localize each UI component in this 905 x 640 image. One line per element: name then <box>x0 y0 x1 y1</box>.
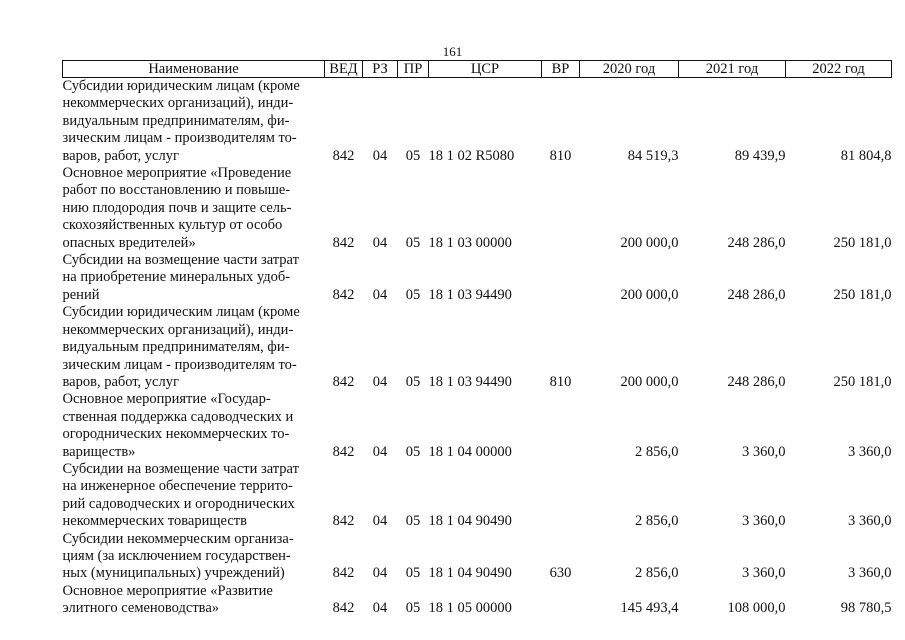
csr-cell: 18 1 03 94490 <box>428 286 512 303</box>
vr-cell <box>542 391 580 461</box>
row-name-line: некоммерческих организаций), инди- <box>62 321 294 338</box>
table-row <box>63 252 892 304</box>
amount-2021-cell: 248 286,0 <box>727 373 786 390</box>
amount-2021-cell: 3 360,0 <box>742 443 786 460</box>
row-name-line: варов, работ, услуг <box>62 373 179 390</box>
amount-2022-cell: 98 780,5 <box>840 600 892 617</box>
header-2021: 2021 год <box>679 61 786 78</box>
row-name-cell <box>63 531 325 583</box>
pr-cell: 05 <box>405 373 421 390</box>
ved-cell: 842 <box>332 286 355 303</box>
rz-cell: 04 <box>372 286 388 303</box>
pr-cell: 05 <box>405 600 421 617</box>
ved-cell: 842 <box>332 565 355 582</box>
amount-2021-cell: 3 360,0 <box>742 565 786 582</box>
vr-cell: 810 <box>549 147 572 164</box>
amount-2021-cell: 108 000,0 <box>727 600 786 617</box>
amount-2020-cell: 2 856,0 <box>635 565 679 582</box>
amount-2020-cell: 2 856,0 <box>635 443 679 460</box>
row-name-line: элитного семеноводства» <box>62 600 220 617</box>
row-name-line: ственная поддержка садоводческих и <box>62 408 294 425</box>
row-name-line: Субсидии на возмещение части затрат <box>62 460 299 477</box>
table-row <box>63 304 892 391</box>
row-name-line: на приобретение минеральных удоб- <box>62 269 291 286</box>
pr-cell: 05 <box>405 286 421 303</box>
amount-2021-cell: 248 286,0 <box>727 234 786 251</box>
amount-2020-cell: 200 000,0 <box>620 234 679 251</box>
ved-cell: 842 <box>332 513 355 530</box>
amount-2020-cell: 2 856,0 <box>635 513 679 530</box>
csr-cell: 18 1 04 90490 <box>428 513 512 530</box>
pr-cell: 05 <box>405 234 421 251</box>
row-name-cell <box>63 461 325 531</box>
ved-cell: 842 <box>332 147 355 164</box>
rz-cell: 04 <box>372 513 388 530</box>
row-name-line: Основное мероприятие «Проведение <box>62 165 292 182</box>
rz-cell: 04 <box>372 600 388 617</box>
table-row <box>63 78 892 166</box>
pr-cell: 05 <box>405 443 421 460</box>
vr-cell <box>542 252 580 304</box>
row-name-cell <box>63 583 325 618</box>
header-csr: ЦСР <box>429 61 542 78</box>
row-name-line: скохозяйственных культур от особо <box>62 217 283 234</box>
amount-2022-cell: 3 360,0 <box>848 443 892 460</box>
ved-cell: 842 <box>332 443 355 460</box>
row-name-line: Основное мероприятие «Государ- <box>62 391 271 408</box>
row-name-line: Субсидии некоммерческим организа- <box>62 530 294 547</box>
header-vr: ВР <box>542 61 580 78</box>
header-2020: 2020 год <box>580 61 679 78</box>
rz-cell: 04 <box>372 565 388 582</box>
row-name-line: некоммерческих товариществ <box>62 513 247 530</box>
row-name-line: рений <box>62 286 100 303</box>
row-name-line: нию плодородия почв и защите сель- <box>62 199 292 216</box>
table-row <box>63 461 892 531</box>
row-name-line: Субсидии на возмещение части затрат <box>62 252 299 269</box>
csr-cell: 18 1 05 00000 <box>428 600 512 617</box>
vr-cell <box>542 165 580 252</box>
ved-cell: 842 <box>332 373 355 390</box>
row-name-cell <box>63 252 325 304</box>
row-name-line: ных (муниципальных) учреждений) <box>62 565 285 582</box>
pr-cell: 05 <box>405 565 421 582</box>
row-name-cell <box>63 78 325 166</box>
vr-cell <box>542 583 580 618</box>
vr-cell <box>542 461 580 531</box>
rz-cell: 04 <box>372 147 388 164</box>
table-header-row <box>63 61 892 78</box>
amount-2021-cell: 3 360,0 <box>742 513 786 530</box>
pr-cell: 05 <box>405 513 421 530</box>
header-2022: 2022 год <box>786 61 892 78</box>
row-name-line: Основное мероприятие «Развитие <box>62 582 273 599</box>
row-name-line: зическим лицам - производителям то- <box>62 130 297 147</box>
row-name-line: рий садоводческих и огороднических <box>62 495 295 512</box>
header-pr: ПР <box>398 61 429 78</box>
amount-2020-cell: 84 519,3 <box>627 147 679 164</box>
row-name-line: циям (за исключением государствен- <box>62 547 291 564</box>
page-number: 161 <box>442 44 463 59</box>
row-name-line: видуальным предпринимателям, фи- <box>62 112 290 129</box>
amount-2021-cell: 89 439,9 <box>734 147 786 164</box>
row-name-line: некоммерческих организаций), инди- <box>62 95 294 112</box>
header-name: Наименование <box>63 61 325 78</box>
row-name-line: Субсидии юридическим лицам (кроме <box>62 304 300 321</box>
row-name-line: опасных вредителей» <box>62 234 196 251</box>
amount-2020-cell: 145 493,4 <box>620 600 679 617</box>
amount-2020-cell: 200 000,0 <box>620 373 679 390</box>
table-row <box>63 165 892 252</box>
rz-cell: 04 <box>372 443 388 460</box>
row-name-line: Субсидии юридическим лицам (кроме <box>62 78 300 94</box>
header-rz: РЗ <box>363 61 398 78</box>
ved-cell: 842 <box>332 234 355 251</box>
amount-2022-cell: 250 181,0 <box>833 234 892 251</box>
row-name-line: огороднических некоммерческих то- <box>62 426 290 443</box>
ved-cell: 842 <box>332 600 355 617</box>
row-name-line: зическим лицам - производителям то- <box>62 356 297 373</box>
vr-cell: 810 <box>549 373 572 390</box>
amount-2022-cell: 3 360,0 <box>848 513 892 530</box>
vr-cell: 630 <box>549 565 572 582</box>
amount-2022-cell: 81 804,8 <box>840 147 892 164</box>
amount-2022-cell: 250 181,0 <box>833 373 892 390</box>
table-row <box>63 391 892 461</box>
csr-cell: 18 1 02 R5080 <box>428 147 515 164</box>
pr-cell: 05 <box>405 147 421 164</box>
row-name-line: на инженерное обеспечение террито- <box>62 478 293 495</box>
table-row <box>63 583 892 618</box>
amount-2021-cell: 248 286,0 <box>727 286 786 303</box>
rz-cell: 04 <box>372 373 388 390</box>
csr-cell: 18 1 04 00000 <box>428 443 512 460</box>
budget-table <box>62 60 892 618</box>
rz-cell: 04 <box>372 234 388 251</box>
csr-cell: 18 1 03 00000 <box>428 234 512 251</box>
amount-2020-cell: 200 000,0 <box>620 286 679 303</box>
csr-cell: 18 1 04 90490 <box>428 565 512 582</box>
row-name-cell <box>63 391 325 461</box>
csr-cell: 18 1 03 94490 <box>428 373 512 390</box>
row-name-cell <box>63 304 325 391</box>
row-name-line: видуальным предпринимателям, фи- <box>62 339 290 356</box>
header-ved: ВЕД <box>325 61 363 78</box>
table-row <box>63 531 892 583</box>
amount-2022-cell: 250 181,0 <box>833 286 892 303</box>
row-name-line: вариществ» <box>62 443 136 460</box>
row-name-line: варов, работ, услуг <box>62 147 179 164</box>
row-name-line: работ по восстановлению и повыше- <box>62 182 291 199</box>
table-body <box>63 78 892 618</box>
amount-2022-cell: 3 360,0 <box>848 565 892 582</box>
row-name-cell <box>63 165 325 252</box>
